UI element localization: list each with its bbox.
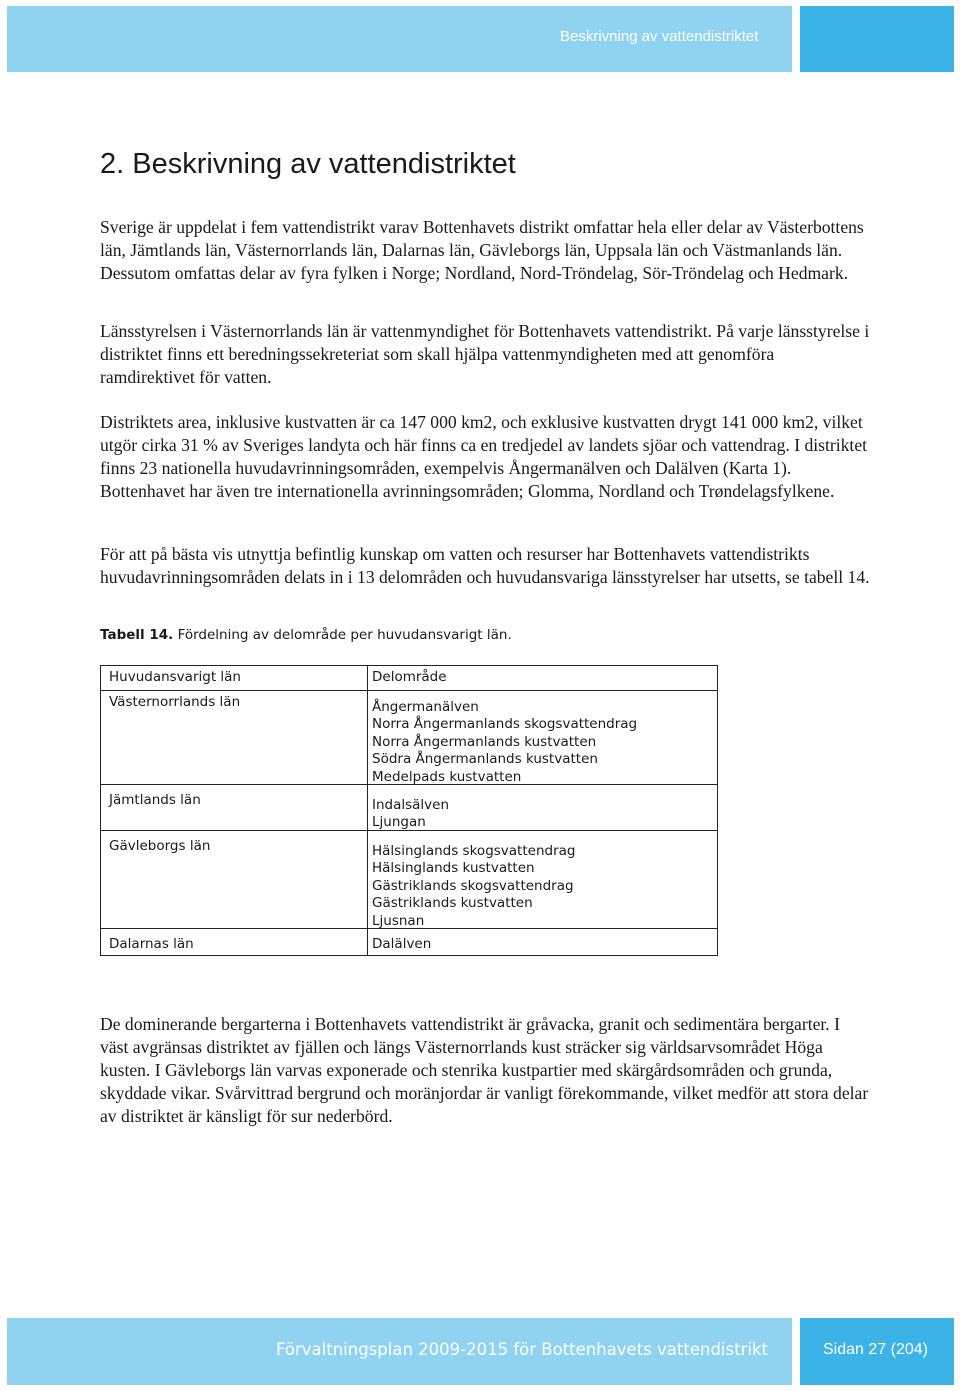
- table-subarea: Indalsälven: [372, 797, 450, 813]
- table-county: Gävleborgs län: [109, 838, 211, 854]
- table-subarea: Norra Ångermanlands skogsvattendrag: [372, 716, 638, 733]
- table-subarea: Ljusnan: [372, 912, 425, 929]
- paragraph-bedrock: De dominerande bergarterna i Bottenhavets vattendistrikt är gråvacka, granit och sedimentära bergarter. I väst avgränsas distriktet av fjällen och längs Västernorrlands kust sträcker sig världsarvsområdet Höga kusten. I Gävleborgs län varvas exponerade och stenrika kustpartier med skärgårdsområden och grunda, skyddade vikar. Svårvittrad bergrund och moränjordar är vanligt förekommande, vilket medför att stora delar av distriktet är känsligt för sur nederbörd.: [100, 1014, 869, 1126]
- footer-page-number: Sidan 27 (204): [823, 1341, 928, 1358]
- paragraph-districts: Sverige är uppdelat i fem vattendistrikt varav Bottenhavets distrikt omfattar hela eller delar av Västerbottens län, Jämtlands län, Västernorrlands län, Dalarnas län, Gävleborgs län, Uppsala län och Västmanlands län. Dessutom omfattas delar av fyra fylken i Norge; Nordland, Nord-Tröndelag, Sör-Tröndelag och Hedmark.: [100, 217, 864, 283]
- table-subarea: Norra Ångermanlands kustvatten: [372, 733, 597, 750]
- table-header-county: Huvudansvarigt län: [109, 669, 241, 685]
- table-subarea: Ångermanälven: [372, 699, 479, 715]
- table-subarea: Hälsinglands skogsvattendrag: [372, 843, 576, 859]
- running-header-title: Beskrivning av vattendistriktet: [560, 28, 759, 45]
- subarea-table: [100, 665, 718, 956]
- table-subareas: [372, 797, 449, 832]
- page-title: 2. Beskrivning av vattendistriktet: [100, 148, 516, 180]
- table-county: Dalarnas län: [109, 936, 194, 952]
- table-subareas: [372, 936, 431, 953]
- table-column-divider: [367, 666, 368, 955]
- table-county: Västernorrlands län: [109, 694, 241, 710]
- table-subarea: Södra Ångermanlands kustvatten: [372, 751, 598, 768]
- table-caption: [100, 627, 512, 643]
- footer-document-title: Förvaltningsplan 2009-2015 för Bottenhavets vattendistrikt: [276, 1340, 768, 1359]
- table-county: Jämtlands län: [109, 792, 201, 808]
- table-subarea: Medelpads kustvatten: [372, 768, 522, 785]
- table-subarea: Ljungan: [372, 814, 426, 831]
- table-header-subarea: Delområde: [372, 669, 447, 685]
- paragraph-area: Distriktets area, inklusive kustvatten är ca 147 000 km2, och exklusive kustvatten drygt 141 000 km2, vilket utgör cirka 31 % av Sveriges landyta och här finns ca en tredjedel av landets sjöar och vattendrag. I distriktet finns 23 nationella huvudavrinningsområden, exempelvis Ångermanälven och Dalälven (Karta 1). Bottenhavet har även tre internationella avrinningsområden; Glomma, Nordland och Trøndelagsfylkene.: [100, 412, 868, 501]
- table-subarea: Gästriklands kustvatten: [372, 895, 533, 912]
- header-accent-block: [800, 6, 954, 72]
- table-header-divider: [101, 690, 717, 691]
- paragraph-authority: Länsstyrelsen i Västernorrlands län är vattenmyndighet för Bottenhavets vattendistrikt. På varje länsstyrelse i distriktet finns ett beredningssekreteriat som skall hjälpa vattenmyndigheten med att genomföra ramdirektivet för vatten.: [100, 321, 870, 387]
- paragraph-subareas: För att på bästa vis utnyttja befintlig kunskap om vatten och resurser har Bottenhavets vattendistrikts huvudavrinningsområden delats in i 13 delområden och huvudansvariga länsstyrelser har utsetts, se tabell 14.: [100, 544, 870, 587]
- table-subarea: Hälsinglands kustvatten: [372, 860, 535, 877]
- table-caption-text: Fördelning av delområde per huvudansvarigt län.: [173, 627, 512, 643]
- table-subarea: Gästriklands skogsvattendrag: [372, 877, 574, 894]
- table-subareas: [372, 843, 575, 930]
- table-caption-label: Tabell 14.: [100, 627, 174, 643]
- table-subarea: Dalälven: [372, 936, 432, 952]
- table-subareas: [372, 699, 637, 786]
